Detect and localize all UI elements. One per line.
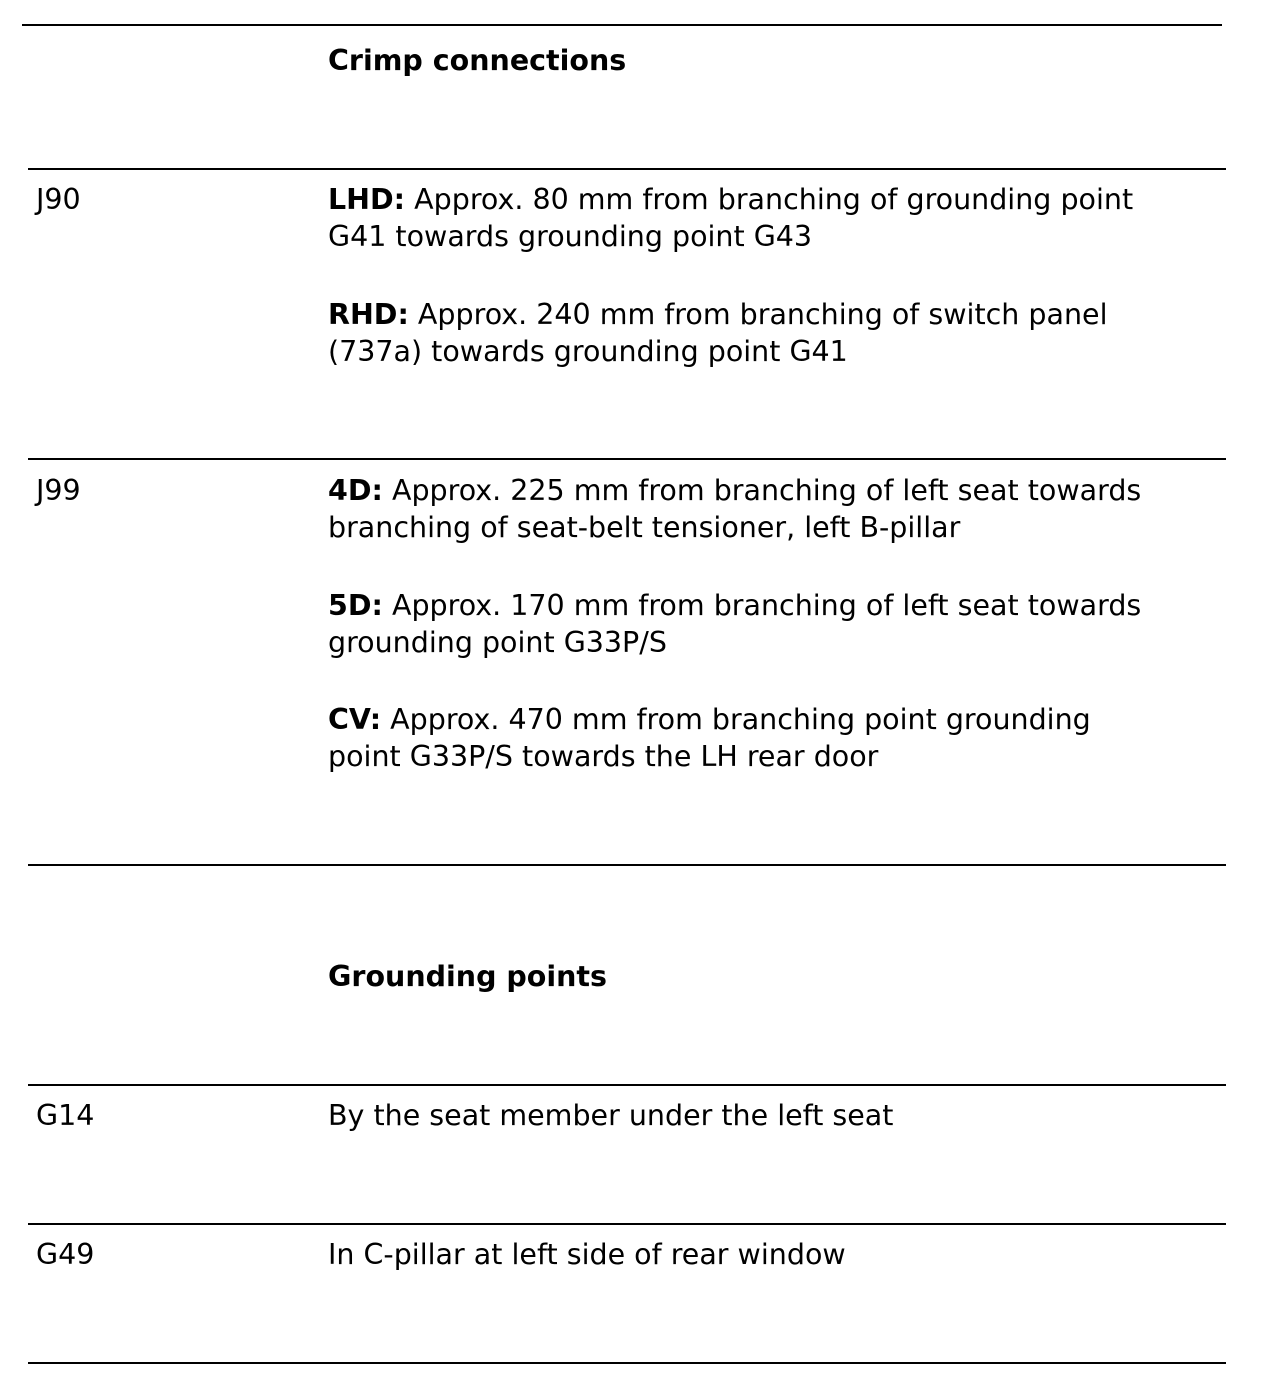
entry-label-cv: CV: <box>328 703 382 736</box>
grounding-code-g49: G49 <box>36 1238 95 1271</box>
entry-text: Approx. 240 mm from branching of switch panel <box>417 298 1108 331</box>
row-divider <box>28 1223 1226 1225</box>
entry-text: Approx. 470 mm from branching point grounding <box>390 703 1091 736</box>
table-top-rule <box>22 24 1222 26</box>
entry-label-4d: 4D: <box>328 474 383 507</box>
connection-code-j90: J90 <box>36 183 81 216</box>
entry-rhd-line-1 <box>328 296 1108 333</box>
entry-rhd-line-2: (737a) towards grounding point G41 <box>328 335 848 368</box>
grounding-code-g14: G14 <box>36 1099 95 1132</box>
entry-5d-line-1 <box>328 587 1141 624</box>
entry-label-lhd: LHD: <box>328 183 406 216</box>
grounding-description-g49: In C-pillar at left side of rear window <box>328 1238 846 1271</box>
entry-cv-line-1 <box>328 701 1091 738</box>
entry-4d-line-2: branching of seat-belt tensioner, left B-pillar <box>328 511 961 544</box>
entry-4d-line-1 <box>328 472 1141 509</box>
section-heading-grounding-points: Grounding points <box>328 960 608 993</box>
connection-code-j99: J99 <box>36 474 81 507</box>
section-heading-crimp-connections: Crimp connections <box>328 44 627 77</box>
entry-label-rhd: RHD: <box>328 298 409 331</box>
entry-5d-line-2: grounding point G33P/S <box>328 626 667 659</box>
entry-lhd-line-2: G41 towards grounding point G43 <box>328 220 813 253</box>
entry-cv-line-2: point G33P/S towards the LH rear door <box>328 740 879 773</box>
entry-text: Approx. 80 mm from branching of grounding point <box>414 183 1134 216</box>
section-divider <box>28 864 1226 866</box>
row-divider <box>28 458 1226 460</box>
entry-label-5d: 5D: <box>328 589 383 622</box>
entry-lhd-line-1 <box>328 181 1133 218</box>
table-bottom-rule <box>28 1362 1226 1364</box>
entry-text: Approx. 225 mm from branching of left seat towards <box>391 474 1142 507</box>
entry-text: Approx. 170 mm from branching of left seat towards <box>391 589 1142 622</box>
grounding-description-g14: By the seat member under the left seat <box>328 1099 894 1132</box>
row-divider <box>28 1084 1226 1086</box>
row-divider <box>28 168 1226 170</box>
